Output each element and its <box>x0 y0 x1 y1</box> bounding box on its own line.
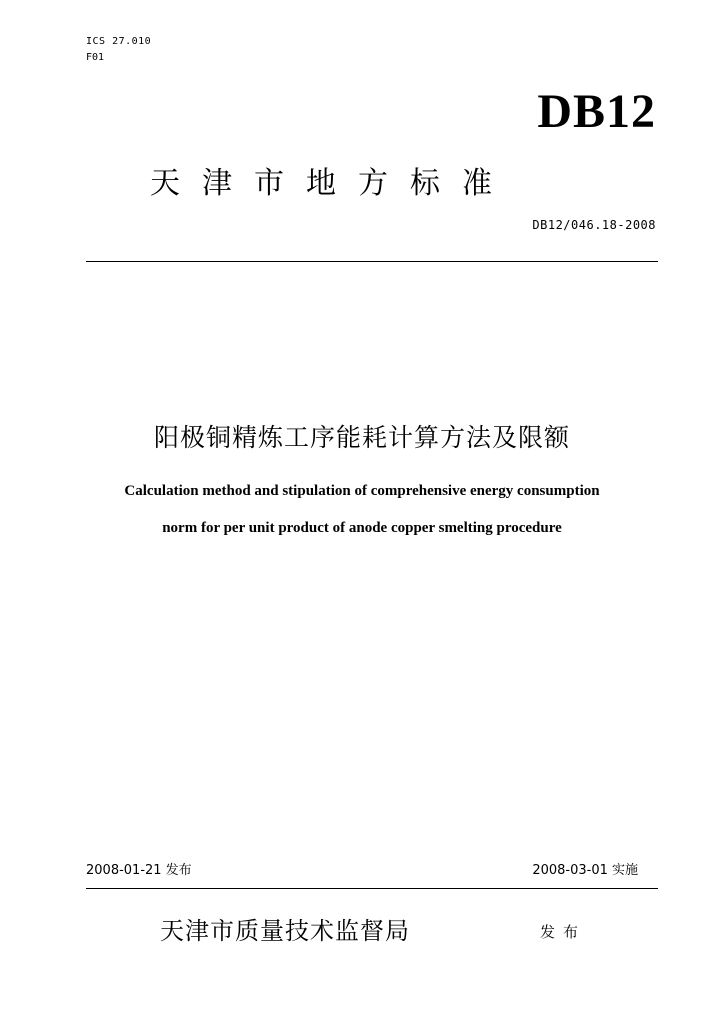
title-english-line-1: Calculation method and stipulation of comprehensive energy consumption <box>124 483 600 499</box>
title-chinese: 阳极铜精炼工序能耗计算方法及限额 <box>153 423 570 452</box>
standard-number: DB12/046.18-2008 <box>532 218 656 232</box>
ccs-code: F01 <box>86 52 105 63</box>
standard-type-heading: 天津市地方标准 <box>150 166 514 201</box>
publish-label: 发布 <box>540 923 587 941</box>
title-english-line-2: norm for per unit product of anode copper smelting procedure <box>162 520 562 536</box>
issue-date: 2008-01-21 发布 <box>86 863 192 878</box>
ics-code: ICS 27.010 <box>86 36 152 47</box>
db-code: DB12 <box>537 85 656 138</box>
publisher-name: 天津市质量技术监督局 <box>160 917 410 945</box>
top-divider <box>86 261 658 262</box>
implementation-date: 2008-03-01 实施 <box>532 863 638 878</box>
bottom-divider <box>86 888 658 889</box>
